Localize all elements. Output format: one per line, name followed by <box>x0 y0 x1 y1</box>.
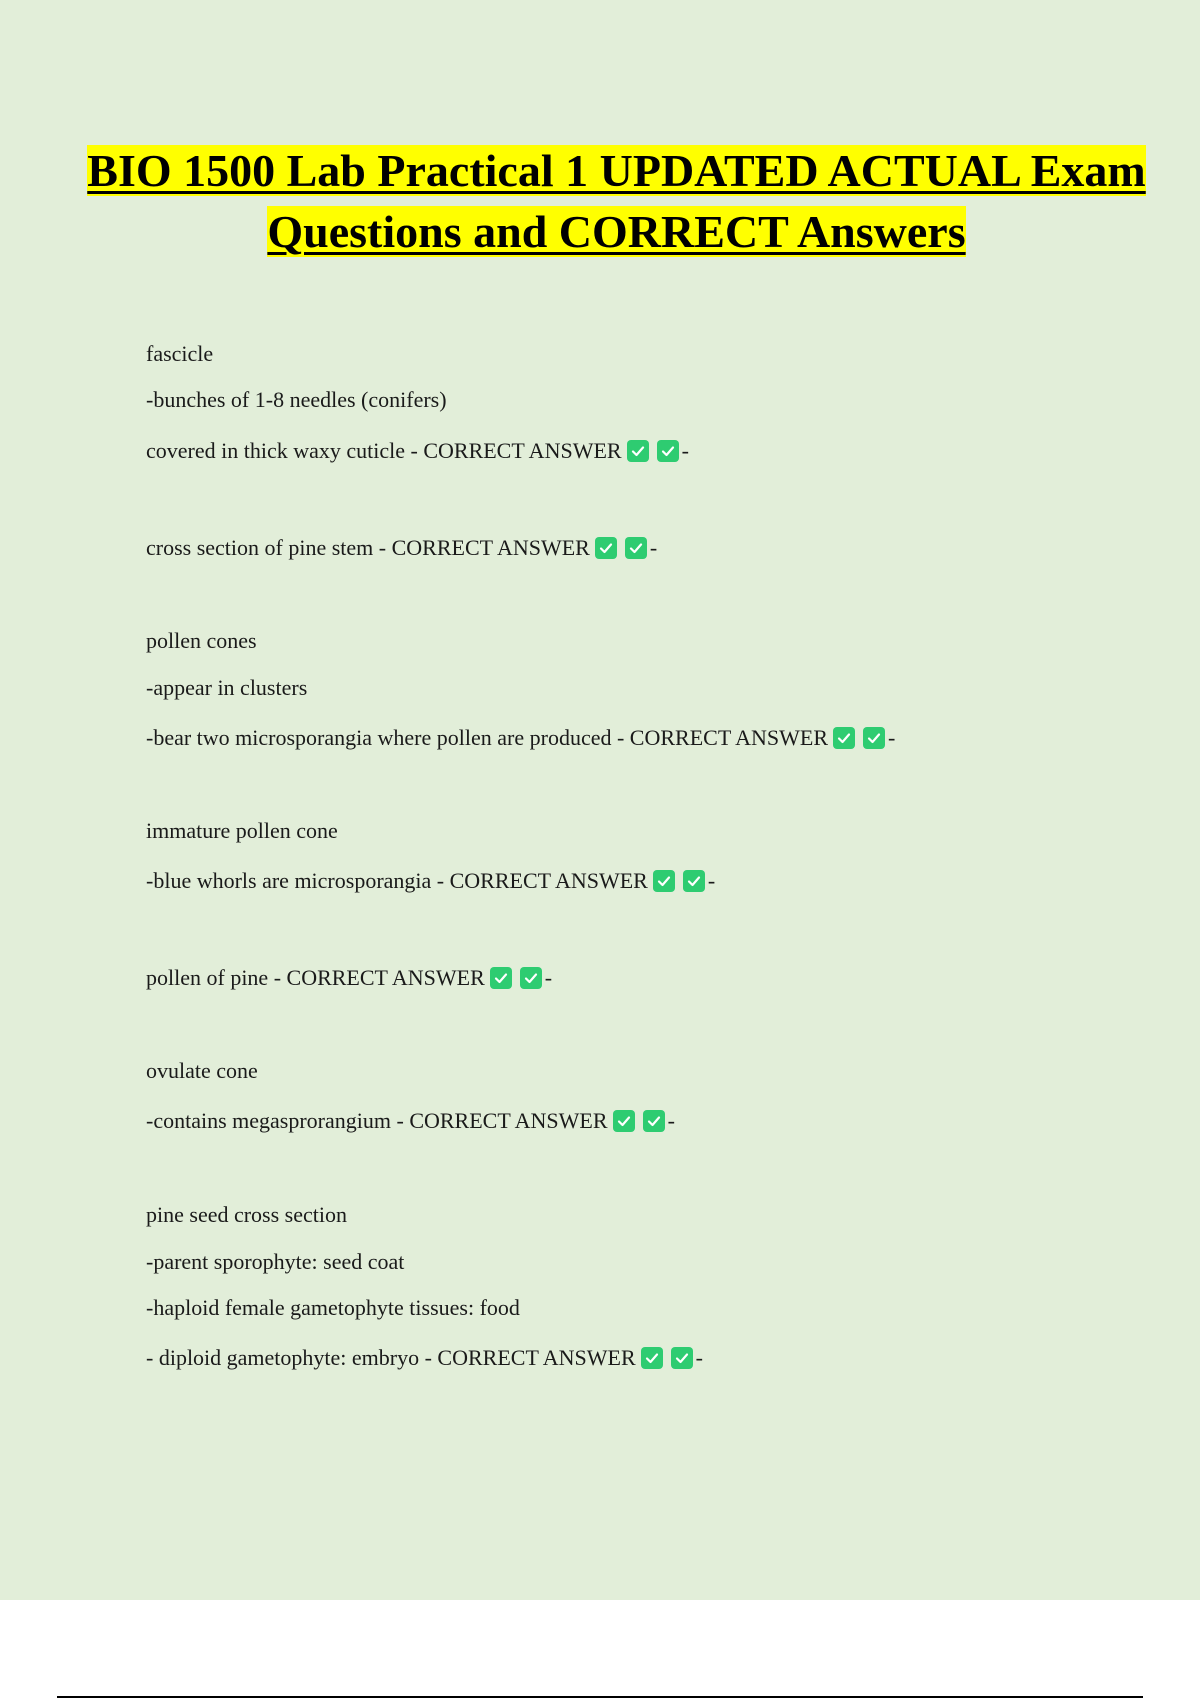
green-check-icon <box>520 967 542 989</box>
green-check-icon <box>625 537 647 559</box>
document-title <box>60 140 1173 262</box>
document-title-text: BIO 1500 Lab Practical 1 UPDATED ACTUAL Exam Questions and CORRECT Answers <box>87 145 1146 257</box>
qa-line: pine seed cross section <box>146 1202 347 1227</box>
green-check-icon <box>595 537 617 559</box>
green-check-icon <box>657 440 679 462</box>
green-check-icon <box>490 967 512 989</box>
green-check-icon <box>653 870 675 892</box>
green-check-icon <box>613 1110 635 1132</box>
green-check-icon <box>671 1347 693 1369</box>
qa-line: -haploid female gametophyte tissues: food <box>146 1295 520 1320</box>
qa-line: fascicle <box>146 341 214 366</box>
green-check-icon <box>863 727 885 749</box>
qa-answer-line: cross section of pine stem - CORRECT ANSWER - <box>146 535 658 560</box>
green-check-icon <box>641 1347 663 1369</box>
qa-line: ovulate cone <box>146 1058 258 1083</box>
qa-line: pollen cones <box>146 628 257 653</box>
qa-line: immature pollen cone <box>146 818 338 843</box>
qa-answer-line: pollen of pine - CORRECT ANSWER - <box>146 965 553 990</box>
qa-answer-line: -bear two microsporangia where pollen are produced - CORRECT ANSWER - <box>146 725 896 750</box>
green-check-icon <box>643 1110 665 1132</box>
qa-answer-line: covered in thick waxy cuticle - CORRECT ANSWER - <box>146 438 689 463</box>
qa-line: -appear in clusters <box>146 675 308 700</box>
qa-answer-line: -contains megasprorangium - CORRECT ANSWER - <box>146 1108 675 1133</box>
green-check-icon <box>683 870 705 892</box>
qa-answer-line: - diploid gametophyte: embryo - CORRECT ANSWER - <box>146 1345 703 1370</box>
qa-answer-line: -blue whorls are microsporangia - CORRECT ANSWER - <box>146 868 716 893</box>
green-check-icon <box>627 440 649 462</box>
footer-divider <box>57 1696 1143 1698</box>
green-check-icon <box>833 727 855 749</box>
title-block <box>60 140 1173 262</box>
qa-line: -parent sporophyte: seed coat <box>146 1249 405 1274</box>
qa-line: -bunches of 1-8 needles (conifers) <box>146 387 447 412</box>
